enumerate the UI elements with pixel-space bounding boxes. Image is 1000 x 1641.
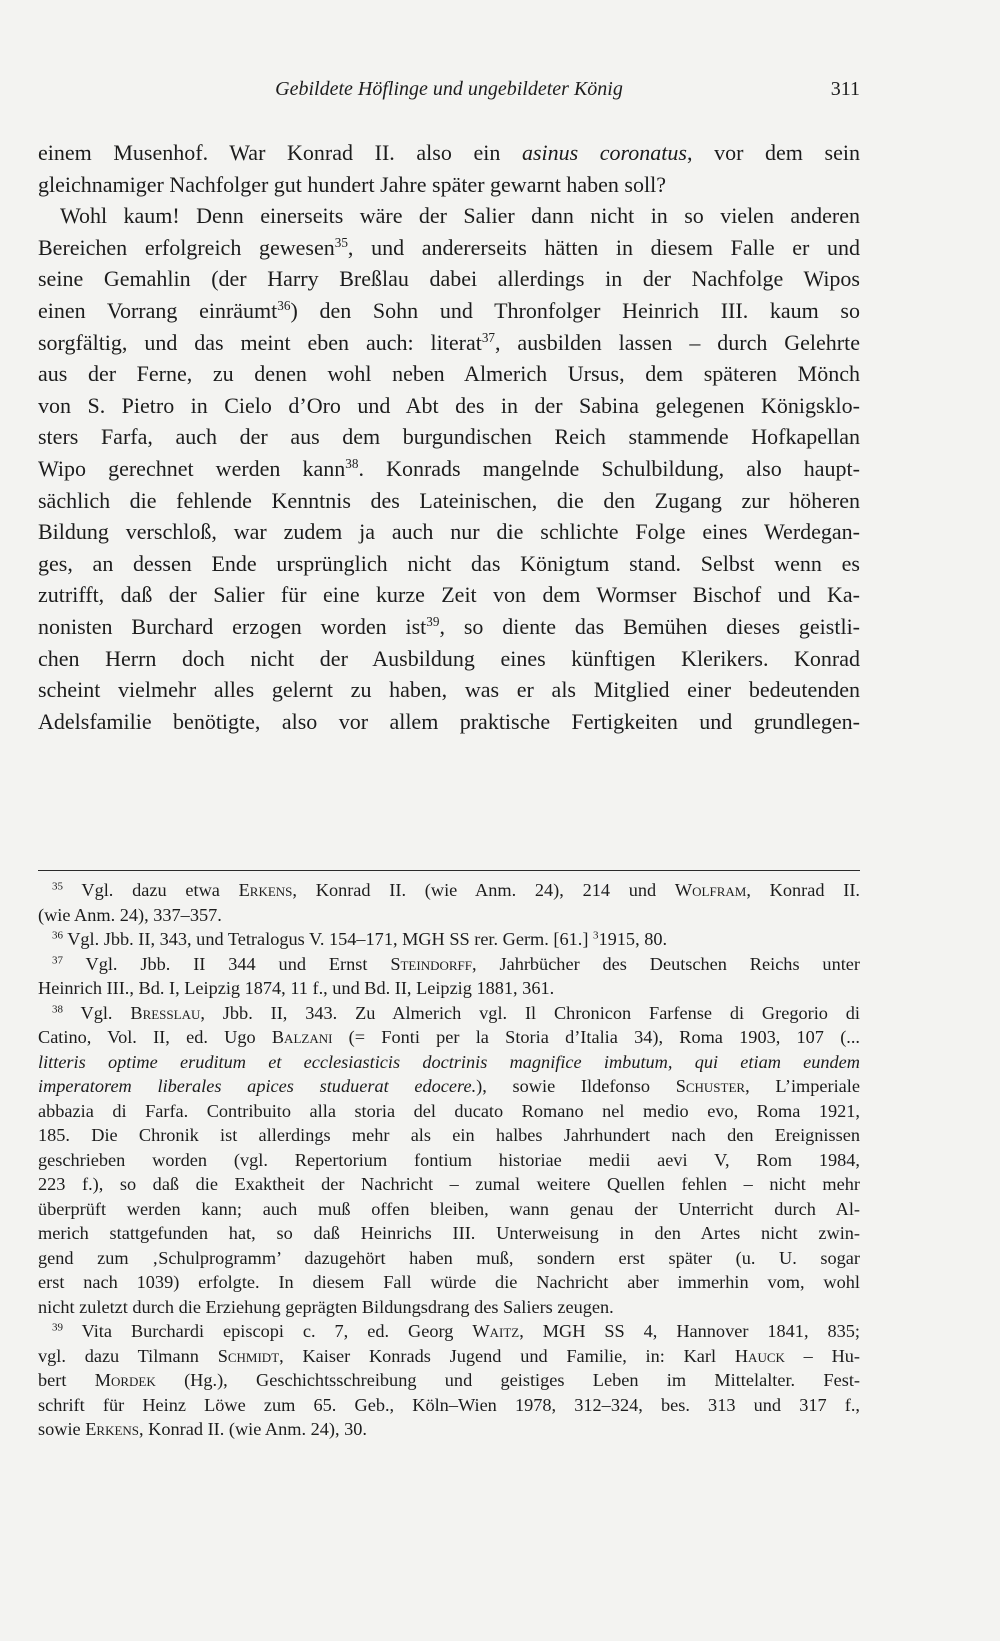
text-line: scheint vielmehr alles gelernt zu haben, was er als Mitglied einer bedeutenden — [38, 677, 860, 703]
text-line: ges, an dessen Ende ursprünglich nicht das Königtum stand. Selbst wenn es — [38, 550, 860, 576]
footnote-line: gend zum ‚Schulprogramm’ dazugehört haben muß, sondern erst später (u. U. sogar — [38, 1247, 860, 1268]
footnote-line: 223 f.), so daß die Exaktheit der Nachricht – zumal weitere Quellen fehlen – nicht mehr — [38, 1174, 860, 1194]
text-line: aus der Ferne, zu denen wohl neben Almerich Ursus, dem späteren Mönch — [38, 361, 860, 387]
text-line: zutrifft, daß der Salier für eine kurze Zeit von dem Wormser Bischof und Ka- — [38, 582, 860, 608]
text-line: Wipo gerechnet werden kann$^{38}$. Konrads mangelnde Schulbildung, also haupt- — [38, 455, 860, 481]
footnote-ref: 38 — [345, 456, 359, 472]
footnote-line: nicht zuletzt durch die Erziehung geprägten Bildungsdrang des Saliers zeugen. — [38, 1296, 614, 1317]
footnote-line: geschrieben worden (vgl. Repertorium fontium historiae medii aevi V, Rom 1984, — [38, 1149, 860, 1170]
footnote-39: $^{39}$ Vita Burchardi episcopi c. 7, ed. Georg Waitz, MGH SS 4, Hannover 1841, 835; — [52, 1321, 860, 1341]
footnote-ref: 36 — [277, 298, 291, 314]
text-line: von S. Pietro in Cielo d’Oro und Abt des in der Sabina gelegenen Königsklo- — [38, 392, 860, 418]
footnotes — [38, 878, 860, 1442]
footnote-line: Catino, Vol. II, ed. Ugo Balzani (= Fonti per la Storia d’Italia 34), Roma 1903, 107 (... — [38, 1027, 860, 1047]
footnote-35: $^{35}$ Vgl. dazu etwa Erkens, Konrad II. (wie Anm. 24), 214 und Wolfram, Konrad II. — [52, 880, 860, 900]
footnote-line: bert Mordek (Hg.), Geschichtsschreibung und geistiges Leben im Mittelalter. Fest- — [38, 1370, 860, 1390]
text-line: chen Herrn doch nicht der Ausbildung eines künftigen Klerikers. Konrad — [38, 645, 860, 671]
footnote-38: $^{38}$ Vgl. Bresslau, Jbb. II, 343. Zu Almerich vgl. Il Chronicon Farfense di Gregorio di — [52, 1002, 860, 1023]
footnote-line: schrift für Heinz Löwe zum 65. Geb., Köln–Wien 1978, 312–324, bes. 313 und 317 f., — [38, 1394, 860, 1415]
footnote-divider — [38, 870, 860, 871]
text-line: nonisten Burchard erzogen worden ist$^{39}$, so diente das Bemühen dieses geistli- — [38, 613, 861, 639]
footnote-line: Heinrich III., Bd. I, Leipzig 1874, 11 f., und Bd. II, Leipzig 1881, 361. — [38, 978, 555, 998]
running-title: Gebildete Höflinge und ungebildeter König — [275, 78, 623, 100]
footnote-line: imperatorem liberales apices studuerat edocere.), sowie Ildefonso Schuster, L’imperiale — [38, 1076, 860, 1096]
text-line: seine Gemahlin (der Harry Breßlau dabei allerdings in der Nachfolge Wipos — [38, 266, 860, 292]
footnote-line: sowie Erkens, Konrad II. (wie Anm. 24), 30. — [38, 1419, 367, 1439]
footnote-line: erst nach 1039) erfolgte. In diesem Fall würde die Nachricht aber immerhin vom, wohl — [38, 1272, 860, 1292]
text-line: einem Musenhof. War Konrad II. also ein asinus coronatus, vor dem sein — [38, 140, 860, 165]
page-header — [38, 78, 860, 108]
page-number: 311 — [830, 78, 860, 100]
footnote-line: (wie Anm. 24), 337–357. — [38, 904, 222, 925]
text-line: sächlich die fehlende Kenntnis des Lateinischen, die den Zugang zur höheren — [38, 487, 860, 513]
text-line: Adelsfamilie benötigte, also vor allem praktische Fertigkeiten und grundlegen- — [38, 708, 860, 734]
main-text — [38, 137, 860, 737]
text-line: Wohl kaum! Denn einerseits wäre der Salier dann nicht in so vielen anderen — [60, 203, 860, 229]
text-line: gleichnamiger Nachfolger gut hundert Jahre später gewarnt haben soll? — [38, 171, 666, 197]
footnote-line: abbazia di Farfa. Contribuito alla storia del ducato Romano nel medio evo, Roma 1921, — [38, 1100, 860, 1121]
footnote-36: $^{36}$ Vgl. Jbb. II, 343, und Tetralogus V. 154–171, MGH SS rer. Germ. [61.] $^3$1915, 80. — [52, 929, 668, 949]
footnote-line: merich stattgefunden hat, so daß Heinrichs III. Unterweisung in den Artes nicht zwin- — [38, 1223, 860, 1243]
footnote-ref: 35 — [334, 234, 348, 250]
footnote-ref: 37 — [481, 329, 496, 345]
footnote-ref: 39 — [426, 614, 440, 629]
text-line: sters Farfa, auch der aus dem burgundischen Reich stammende Hofkapellan — [38, 424, 860, 450]
footnote-line: überprüft werden kann; auch muß offen bleiben, wann genau der Unterricht durch Al- — [38, 1198, 860, 1219]
text-line: einen Vorrang einräumt$^{36}$) den Sohn und Thronfolger Heinrich III. kaum so — [38, 297, 860, 323]
footnote-line: vgl. dazu Tilmann Schmidt, Kaiser Konrads Jugend und Familie, in: Karl Hauck – Hu- — [38, 1345, 860, 1366]
footnote-line: 185. Die Chronik ist allerdings mehr als ein halbes Jahrhundert nach den Ereignissen — [38, 1125, 860, 1145]
footnote-37: $^{37}$ Vgl. Jbb. II 344 und Ernst Steindorff, Jahrbücher des Deutschen Reichs unter — [52, 953, 860, 974]
footnote-line: litteris optime eruditum et ecclesiasticis doctrinis magnifice imbutum, qui etiam eundem — [38, 1051, 860, 1072]
text-line: sorgfältig, und das meint eben auch: literat$^{37}$, ausbilden lassen – durch Gelehrte — [38, 329, 860, 355]
text-line: Bereichen erfolgreich gewesen$^{35}$, und andererseits hätten in diesem Falle er und — [38, 234, 860, 260]
text-line: Bildung verschloß, war zudem ja auch nur die schlichte Folge eines Werdegan- — [38, 519, 860, 545]
